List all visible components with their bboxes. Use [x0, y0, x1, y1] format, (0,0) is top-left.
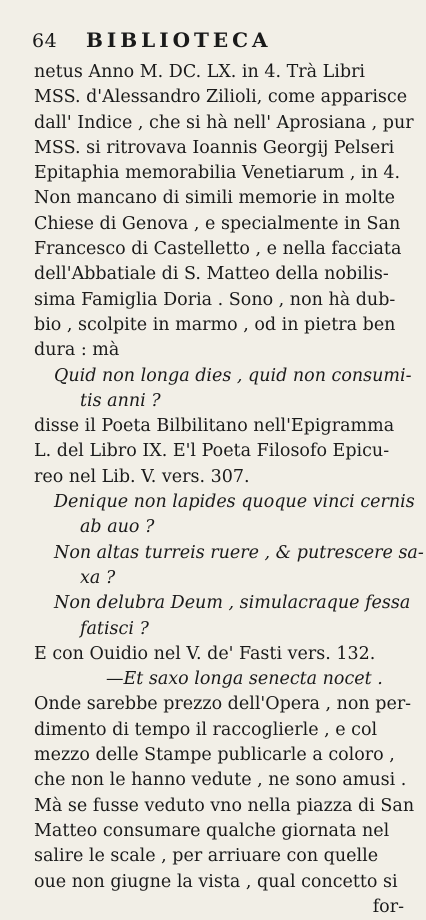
text-line: reo nel Lib. V. vers. 307.	[34, 466, 250, 487]
text-line: tis anni ?	[80, 390, 161, 411]
page-header	[26, 28, 406, 58]
text-line: dimento di tempo il raccoglierle , e col	[34, 719, 378, 740]
text-line: MSS. d'Alessandro Zilioli, come apparisce	[34, 87, 408, 108]
text-line: dura : mà	[34, 340, 120, 361]
text-line: Denique non lapides quoque vinci cernis	[54, 492, 415, 513]
text-line: MSS. si ritrovava Ioannis Georgij Pelseri	[34, 137, 395, 158]
text-line: Onde sarebbe prezzo dell'Opera , non per-	[34, 694, 412, 715]
text-line: —Et saxo longa senecta nocet .	[106, 669, 383, 690]
text-line: netus Anno M. DC. LX. in 4. Trà Libri	[34, 62, 366, 82]
text-line: bio , scolpite in marmo , od in pietra ben	[34, 314, 396, 335]
text-line: Mà se fusse veduto vno nella piazza di San	[34, 795, 415, 816]
page-number: 64	[32, 30, 58, 52]
text-line: dell'Abbatiale di S. Matteo della nobilis-	[34, 264, 389, 285]
text-line: Non delubra Deum , simulacraque fessa	[54, 593, 411, 614]
running-title: BIBLIOTECA	[86, 28, 272, 52]
text-line: Matteo consumare qualche giornata nel	[34, 820, 390, 841]
text-line: mezzo delle Stampe publicarle a coloro ,	[34, 745, 395, 766]
text-line: salire le scale , per arriuare con quelle	[34, 846, 379, 867]
text-line: oue non giugne la vista , qual concetto si	[34, 871, 398, 892]
text-line: fatisci ?	[80, 618, 149, 639]
text-line: ab auo ?	[80, 517, 155, 538]
text-line: E con Ouidio nel V. de' Fasti vers. 132.	[34, 643, 376, 664]
text-line: sima Famiglia Doria . Sono , non hà dub-	[34, 289, 396, 310]
text-line: dall' Indice , che si hà nell' Aprosiana , pur	[34, 112, 414, 133]
text-line: L. del Libro IX. E'l Poeta Filosofo Epicu-	[34, 441, 390, 462]
text-line: Non mancano di simili memorie in molte	[34, 188, 395, 209]
text-line: Non altas turreis ruere , & putrescere sa-	[54, 542, 424, 563]
text-line: Quid non longa dies , quid non consumi-	[54, 365, 412, 386]
body-text	[34, 60, 424, 920]
catchword: for-	[372, 896, 404, 917]
text-line: Francesco di Castelletto , e nella facciata	[34, 239, 402, 260]
text-line: che non le hanno vedute , ne sono amusi .	[34, 770, 407, 791]
text-line: xa ?	[80, 567, 116, 588]
text-line: Chiese di Genova , e specialmente in San	[34, 213, 401, 234]
text-line: Epitaphia memorabilia Venetiarum , in 4.	[34, 163, 401, 184]
text-line: disse il Poeta Bilbilitano nell'Epigramma	[34, 416, 395, 437]
